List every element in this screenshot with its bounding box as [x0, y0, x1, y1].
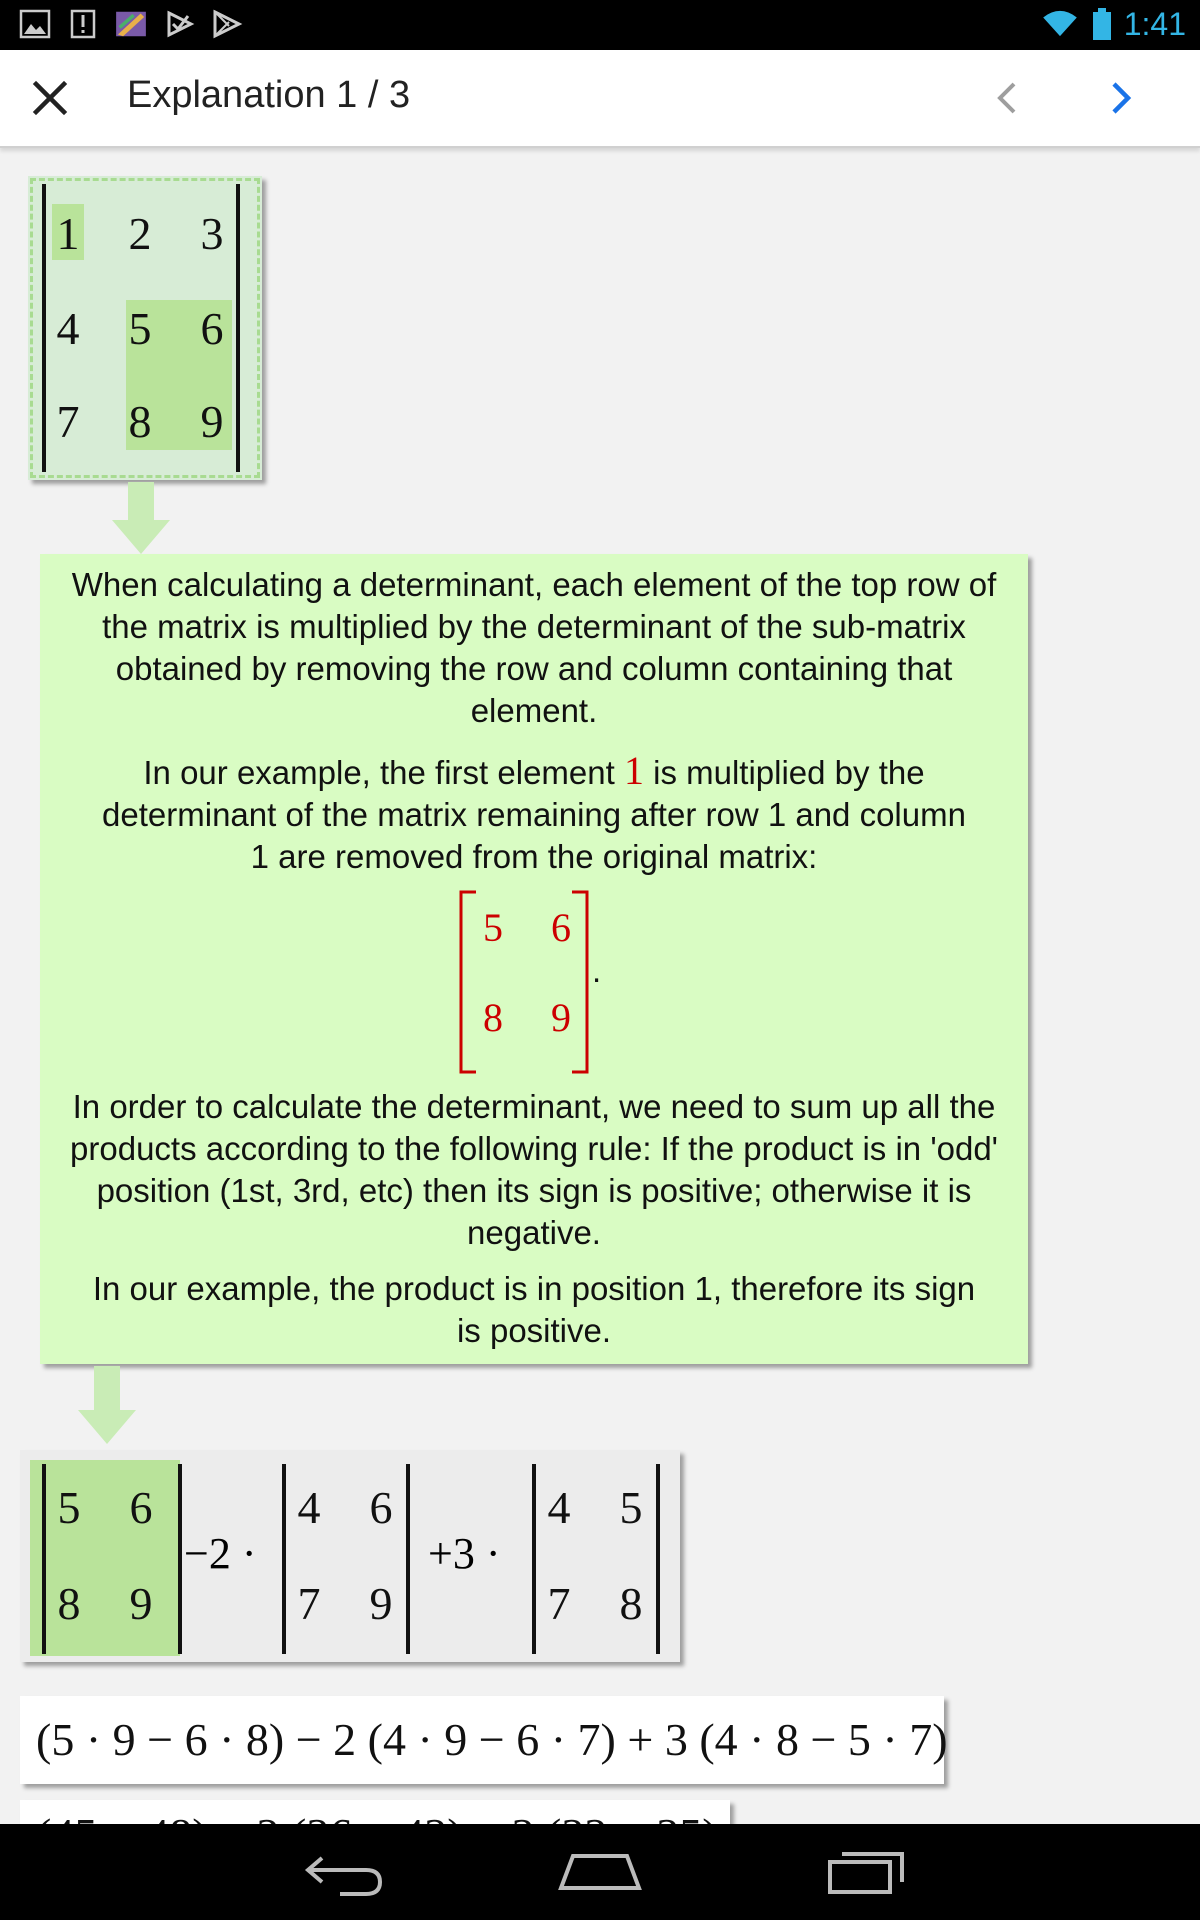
- explanation-paragraph: In our example, the product is in position 1, therefore its sign is positive.: [92, 1270, 976, 1349]
- back-icon[interactable]: [300, 1844, 390, 1900]
- matrix-cell: 6: [369, 1482, 393, 1533]
- wifi-icon: [1040, 10, 1080, 38]
- cofactor-expansion: [20, 1450, 680, 1662]
- matrix-cell: 3: [200, 208, 224, 259]
- system-nav-bar: [0, 1824, 1200, 1920]
- explanation-content[interactable]: [0, 148, 1200, 1824]
- matrix-cell: 9: [129, 1578, 153, 1629]
- det-bar: [406, 1464, 410, 1654]
- connector-arrow: [128, 482, 154, 522]
- matrix-cell: 5: [57, 1482, 81, 1533]
- matrix-cell: 5: [128, 303, 152, 354]
- gallery-icon: [20, 10, 50, 38]
- matrix-cell: 1: [56, 208, 80, 259]
- submatrix-suffix: .: [592, 952, 602, 989]
- arrow-down-icon: [112, 520, 170, 554]
- explanation-paragraph: When calculating a determinant, each element of the top row of the matrix is multiplied by the determinant of the sub-matrix obtained by removing the row and column containing that element.: [71, 566, 997, 729]
- battery-icon: [1092, 8, 1112, 40]
- submatrix-cell: 9: [551, 995, 571, 1040]
- operator: −2 ·: [184, 1529, 257, 1578]
- matrix-cell: 4: [547, 1482, 571, 1533]
- para-text: In our example, the first element: [143, 754, 624, 791]
- matrix-cell: 4: [56, 303, 80, 354]
- play-store-icon: [212, 10, 242, 38]
- matrix-cell: 9: [200, 396, 224, 447]
- operator: +3 ·: [428, 1529, 501, 1578]
- check-icon: [166, 10, 194, 38]
- connector-arrow: [94, 1366, 120, 1412]
- explanation-paragraph: [90, 750, 978, 878]
- explanation-paragraph: In order to calculate the determinant, we need to sum up all the products according to the following rule: If the product is in 'odd' position (1st, 3rd, etc) then its sign is positive; otherwise it is negative.: [70, 1088, 998, 1251]
- matrix-cell: 7: [297, 1578, 321, 1629]
- submatrix-cell: 5: [483, 905, 503, 950]
- matrix-cell: 9: [369, 1578, 393, 1629]
- para-text: is multiplied by the determinant of the matrix remaining after row 1 and column 1 are removed from the original matrix:: [102, 754, 966, 875]
- det-bar: [178, 1464, 182, 1654]
- matrix-cell: 7: [56, 396, 80, 447]
- matrix-cell: 6: [200, 303, 224, 354]
- matrix-cell: 4: [297, 1482, 321, 1533]
- app-bar: [0, 50, 1200, 148]
- matrix-cell: 2: [128, 208, 152, 259]
- home-icon[interactable]: [555, 1844, 645, 1900]
- matrix-cell: 8: [57, 1578, 81, 1629]
- matrix-cell: 6: [129, 1482, 153, 1533]
- recents-icon[interactable]: [822, 1844, 912, 1900]
- original-matrix: [28, 176, 262, 480]
- close-icon[interactable]: [24, 72, 76, 124]
- submatrix-cell: 6: [551, 905, 571, 950]
- matrix-cell: 7: [547, 1578, 571, 1629]
- explanation-box: [40, 554, 1028, 1364]
- matrix-cell: 5: [619, 1482, 643, 1533]
- matrix-cell: 8: [128, 396, 152, 447]
- submatrix: [458, 890, 608, 1074]
- status-time: 1:41: [1123, 6, 1186, 42]
- chevron-right-icon[interactable]: [1096, 74, 1144, 122]
- status-bar: [0, 0, 1200, 50]
- highlighted-element: 1: [623, 748, 644, 793]
- alert-icon: [70, 10, 96, 38]
- chevron-left-icon[interactable]: [984, 74, 1032, 122]
- submatrix-cell: 8: [483, 995, 503, 1040]
- det-bar: [656, 1464, 660, 1654]
- matrix-cell: 8: [619, 1578, 643, 1629]
- formula-step: (5 · 9 − 6 · 8) − 2 (4 · 9 − 6 · 7) + 3 (4 · 8 − 5 · 7): [20, 1696, 944, 1784]
- arrow-down-icon: [78, 1410, 136, 1444]
- app-icon: [112, 10, 150, 38]
- page-title: Explanation 1 / 3: [127, 74, 411, 116]
